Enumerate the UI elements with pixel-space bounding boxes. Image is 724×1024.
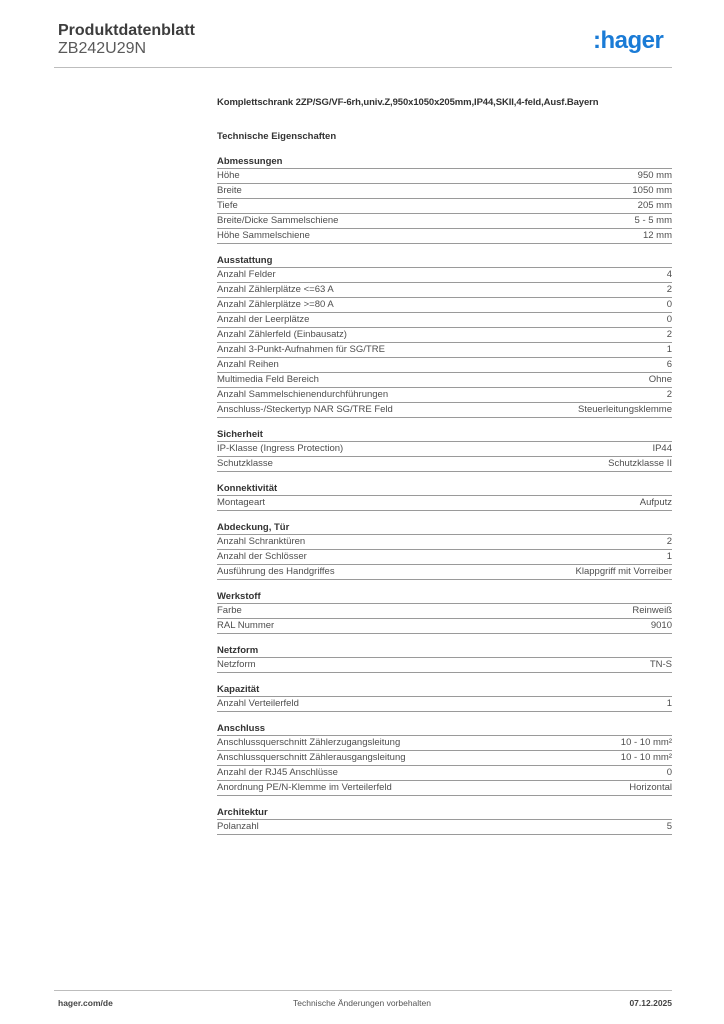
property-value: Aufputz: [639, 497, 672, 508]
property-value: 2: [666, 389, 672, 400]
property-row: [217, 169, 672, 184]
property-value: Steuerleitungsklemme: [578, 404, 672, 415]
property-row: [217, 229, 672, 244]
property-value: Reinweiß: [632, 605, 672, 616]
property-value: TN-S: [649, 659, 672, 670]
property-row: [217, 373, 672, 388]
property-label: Netzform: [217, 659, 256, 670]
property-label: Anschlussquerschnitt Zählerzugangsleitung: [217, 737, 401, 748]
property-value: 2: [666, 536, 672, 547]
property-group: [217, 254, 672, 418]
property-value: 2: [666, 284, 672, 295]
property-value: 6: [666, 359, 672, 370]
footer-website-link[interactable]: hager.com/de: [58, 998, 113, 1008]
property-row: [217, 736, 672, 751]
property-label: IP-Klasse (Ingress Protection): [217, 443, 344, 454]
group-title: Sicherheit: [217, 428, 672, 442]
property-row: [217, 781, 672, 796]
property-value: 0: [666, 299, 672, 310]
property-group: [217, 428, 672, 472]
property-value: 1: [666, 698, 672, 709]
property-label: Anzahl Reihen: [217, 359, 279, 370]
property-row: [217, 658, 672, 673]
property-row: [217, 199, 672, 214]
property-label: Anzahl Zählerfeld (Einbausatz): [217, 329, 347, 340]
property-value: Klappgriff mit Vorreiber: [575, 566, 672, 577]
property-row: [217, 751, 672, 766]
property-label: Anzahl Verteilerfeld: [217, 698, 299, 709]
property-label: Anzahl Schranktüren: [217, 536, 306, 547]
property-label: Anzahl Zählerplätze <=63 A: [217, 284, 334, 295]
property-label: Montageart: [217, 497, 266, 508]
property-row: [217, 214, 672, 229]
property-row: [217, 313, 672, 328]
property-row: [217, 343, 672, 358]
property-row: [217, 403, 672, 418]
property-row: [217, 697, 672, 712]
property-label: RAL Nummer: [217, 620, 275, 631]
product-number: ZB242U29N: [58, 40, 147, 57]
property-label: Anzahl der RJ45 Anschlüsse: [217, 767, 338, 778]
property-value: 950 mm: [637, 170, 672, 181]
group-title: Netzform: [217, 644, 672, 658]
document-title: Produktdatenblatt: [58, 22, 195, 39]
property-row: [217, 550, 672, 565]
property-group: [217, 683, 672, 712]
property-row: [217, 184, 672, 199]
property-label: Multimedia Feld Bereich: [217, 374, 319, 385]
group-title: Abdeckung, Tür: [217, 521, 672, 535]
property-value: 10 - 10 mm²: [620, 752, 672, 763]
group-title: Ausstattung: [217, 254, 672, 268]
property-label: Anschluss-/Steckertyp NAR SG/TRE Feld: [217, 404, 393, 415]
property-label: Anzahl Sammelschienendurchführungen: [217, 389, 389, 400]
property-group: [217, 644, 672, 673]
property-row: [217, 268, 672, 283]
property-label: Anschlussquerschnitt Zählerausgangsleitung: [217, 752, 406, 763]
property-row: [217, 535, 672, 550]
property-group: [217, 806, 672, 835]
footer-divider: [54, 990, 672, 991]
product-name: Komplettschrank 2ZP/SG/VF-6rh,univ.Z,950x1050x205mm,IP44,SKII,4-feld,Ausf.Bayern: [217, 97, 599, 108]
group-title: Kapazität: [217, 683, 672, 697]
property-value: 5: [666, 821, 672, 832]
property-label: Höhe: [217, 170, 240, 181]
property-value: Schutzklasse II: [608, 458, 672, 469]
property-value: 12 mm: [642, 230, 672, 241]
property-label: Anzahl der Schlösser: [217, 551, 307, 562]
footer-disclaimer: Technische Änderungen vorbehalten: [293, 998, 431, 1008]
property-value: 9010: [650, 620, 672, 631]
hager-logo: :hager: [593, 27, 664, 54]
property-value: Ohne: [648, 374, 672, 385]
property-row: [217, 298, 672, 313]
section-heading: Technische Eigenschaften: [217, 131, 337, 142]
property-row: [217, 358, 672, 373]
property-group: [217, 722, 672, 796]
group-title: Architektur: [217, 806, 672, 820]
property-row: [217, 496, 672, 511]
datasheet-content: [217, 97, 672, 835]
property-groups: [217, 155, 672, 835]
property-value: IP44: [652, 443, 672, 454]
property-row: [217, 442, 672, 457]
group-title: Anschluss: [217, 722, 672, 736]
footer-date: 07.12.2025: [629, 998, 672, 1008]
group-title: Abmessungen: [217, 155, 672, 169]
document-header: [58, 22, 195, 58]
property-row: [217, 283, 672, 298]
property-label: Anzahl Felder: [217, 269, 276, 280]
property-label: Polanzahl: [217, 821, 259, 832]
property-label: Schutzklasse: [217, 458, 273, 469]
property-value: 2: [666, 329, 672, 340]
property-label: Breite: [217, 185, 242, 196]
property-group: [217, 155, 672, 244]
property-label: Anzahl 3-Punkt-Aufnahmen für SG/TRE: [217, 344, 385, 355]
property-row: [217, 619, 672, 634]
property-value: 4: [666, 269, 672, 280]
property-group: [217, 521, 672, 580]
property-row: [217, 328, 672, 343]
property-group: [217, 590, 672, 634]
property-label: Breite/Dicke Sammelschiene: [217, 215, 339, 226]
header-divider: [54, 67, 672, 68]
property-label: Anzahl Zählerplätze >=80 A: [217, 299, 334, 310]
property-value: 5 - 5 mm: [634, 215, 672, 226]
property-row: [217, 604, 672, 619]
property-value: 1: [666, 551, 672, 562]
property-row: [217, 565, 672, 580]
property-value: 205 mm: [637, 200, 672, 211]
property-value: 1050 mm: [632, 185, 672, 196]
property-value: 0: [666, 314, 672, 325]
property-value: 0: [666, 767, 672, 778]
property-label: Anzahl der Leerplätze: [217, 314, 310, 325]
property-label: Tiefe: [217, 200, 238, 211]
property-row: [217, 457, 672, 472]
property-value: Horizontal: [629, 782, 672, 793]
property-row: [217, 766, 672, 781]
property-value: 1: [666, 344, 672, 355]
property-label: Anordnung PE/N-Klemme im Verteilerfeld: [217, 782, 392, 793]
property-row: [217, 820, 672, 835]
property-row: [217, 388, 672, 403]
property-value: 10 - 10 mm²: [620, 737, 672, 748]
property-group: [217, 482, 672, 511]
group-title: Konnektivität: [217, 482, 672, 496]
property-label: Ausführung des Handgriffes: [217, 566, 335, 577]
property-label: Farbe: [217, 605, 242, 616]
group-title: Werkstoff: [217, 590, 672, 604]
property-label: Höhe Sammelschiene: [217, 230, 310, 241]
